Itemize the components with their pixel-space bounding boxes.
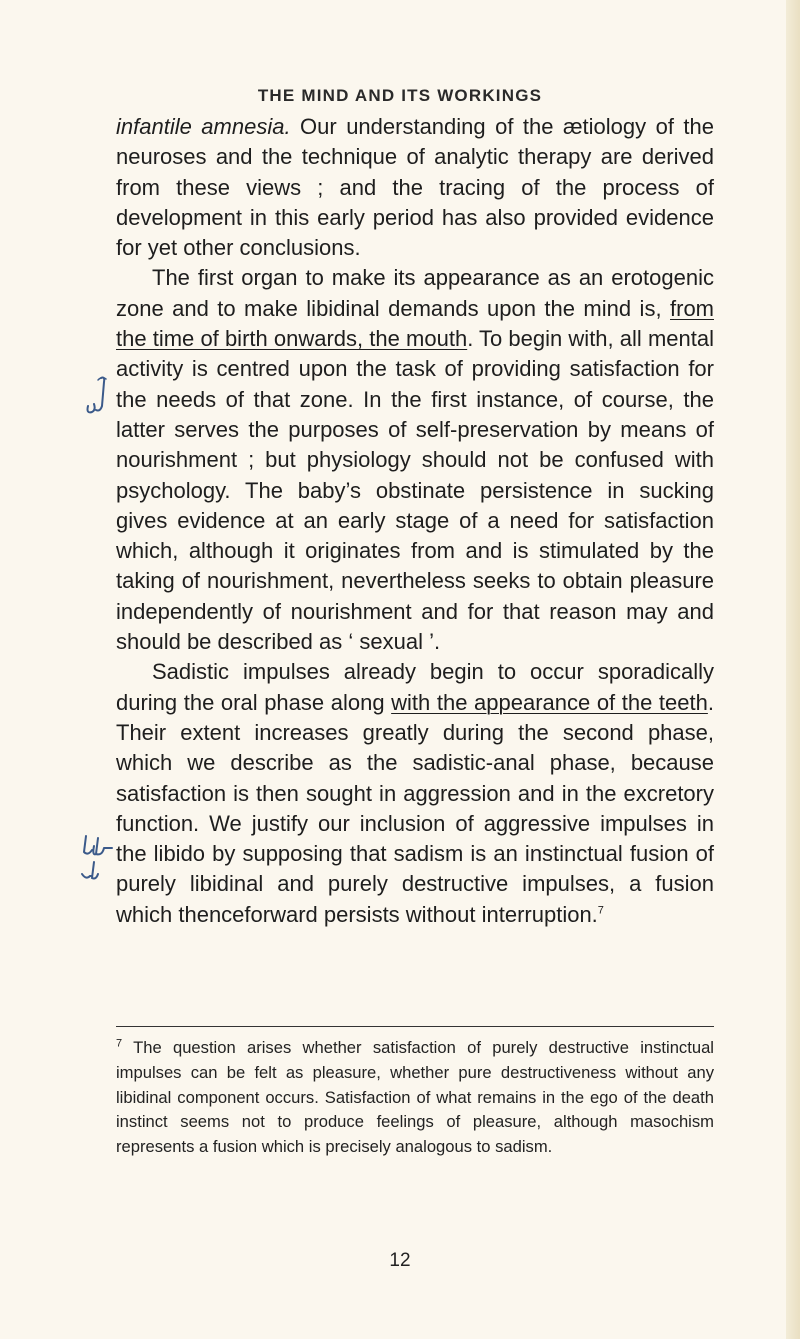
footnote-text: The question arises whether satisfaction of purely destructive instinctual impulses can be felt as pleasure, whether pure destructiveness without any libidinal component occurs. Satisfaction of what remains in the ego of the death instinct seems not to produce feelings of pleasure, although masochism represents a fusion which is precisely analogous to sadism. bbox=[116, 1038, 714, 1157]
paragraph-3 bbox=[116, 657, 714, 930]
footnote-reference[interactable]: 7 bbox=[597, 904, 604, 917]
paragraph-2-text: . To begin with, all mental activity is centred upon the task of providing satisfaction for the needs of that zone. In the first instance, of course, the latter serves the purposes of self-preservation by means of nourishment ; but physiology should not be confused with psychology. The baby’s obstinate persistence in sucking gives evidence at an early stage of a need for satisfaction which, although it originates from and is stimulated by the taking of nourishment, nevertheless seeks to obtain pleasure independently of nourishment and for that reason may and should be described as ‘ sexual ’. bbox=[116, 326, 714, 655]
body-text bbox=[116, 112, 714, 930]
footnote bbox=[116, 1036, 714, 1160]
margin-mark-1 bbox=[82, 370, 112, 420]
footnote-marker: 7 bbox=[116, 1037, 123, 1050]
running-head: THE MIND AND ITS WORKINGS bbox=[257, 86, 543, 105]
italic-term: infantile amnesia. bbox=[116, 114, 291, 139]
margin-mark-2 bbox=[78, 826, 118, 886]
page-number: 12 bbox=[389, 1250, 411, 1271]
paragraph-3-text: . Their extent increases greatly during the second phase, which we describe as the sadistic-anal phase, because satisfaction is then sought in aggression and in the excretory function. We justify our inclusion of aggressive impulses in the libido by supposing that sadism is an instinctual fusion of purely libidinal and purely destructive impulses, a fusion which thenceforward persists without interruption. bbox=[116, 689, 714, 927]
paragraph-3-start: Sadistic impulses already begin to occur sporadically during the oral phase along bbox=[116, 659, 714, 715]
paragraph-2-start: The first organ to make its appearance as an erotogenic zone and to make libidinal demands upon the mind is, bbox=[116, 265, 714, 321]
underlined-phrase-teeth: with the appearance of the teeth bbox=[391, 689, 708, 715]
paragraph-1-text: Our understanding of the ætiology of the neuroses and the technique of analytic therapy are derived from these views ; and the tracing of the process of development in this early period has also provided evidence for yet other conclusions. bbox=[116, 114, 715, 261]
paragraph-1 bbox=[116, 112, 714, 263]
page-edge-shadow bbox=[786, 0, 800, 1339]
underlined-phrase-mouth: from the time of birth onwards, the mouth bbox=[116, 295, 714, 352]
paragraph-2 bbox=[116, 263, 714, 657]
footnote-rule bbox=[116, 1026, 714, 1027]
